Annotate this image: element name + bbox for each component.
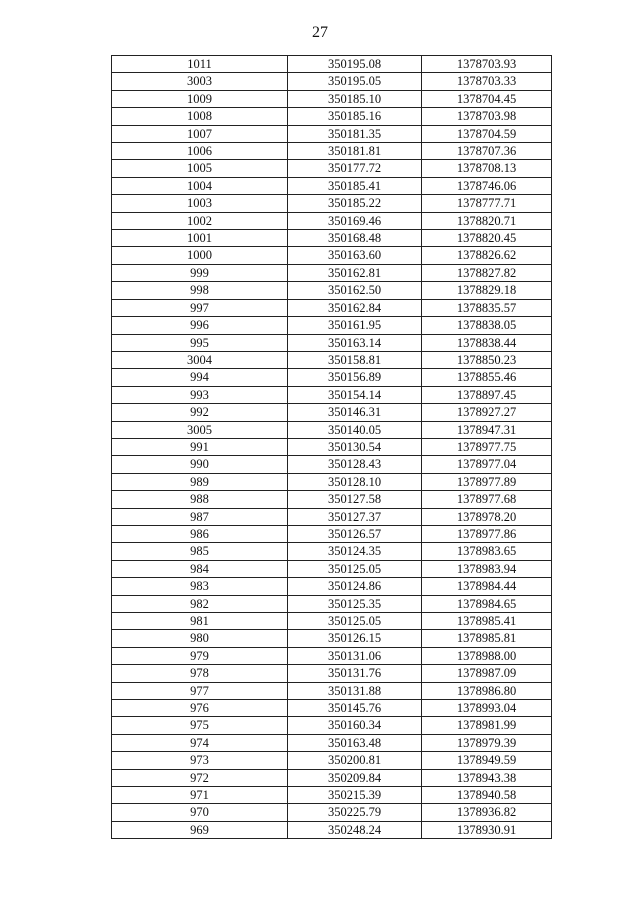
table-row: [112, 438, 552, 455]
x-coordinate-cell: 350125.35: [288, 595, 422, 612]
y-coordinate-cell: 1378940.58: [422, 787, 552, 804]
y-coordinate-cell: 1378977.89: [422, 473, 552, 490]
x-coordinate-cell: 350248.24: [288, 821, 422, 838]
table-row: [112, 821, 552, 838]
x-coordinate-cell: 350195.05: [288, 73, 422, 90]
x-coordinate-cell: 350140.05: [288, 421, 422, 438]
y-coordinate-cell: 1378986.80: [422, 682, 552, 699]
x-coordinate-cell: 350215.39: [288, 787, 422, 804]
table-row: [112, 752, 552, 769]
point-number-cell: 990: [112, 456, 288, 473]
point-number-cell: 981: [112, 613, 288, 630]
y-coordinate-cell: 1378977.86: [422, 525, 552, 542]
table-row: [112, 195, 552, 212]
y-coordinate-cell: 1378704.45: [422, 90, 552, 107]
y-coordinate-cell: 1378835.57: [422, 299, 552, 316]
point-number-cell: 1000: [112, 247, 288, 264]
point-number-cell: 1011: [112, 56, 288, 73]
point-number-cell: 970: [112, 804, 288, 821]
y-coordinate-cell: 1378979.39: [422, 734, 552, 751]
y-coordinate-cell: 1378826.62: [422, 247, 552, 264]
y-coordinate-cell: 1378978.20: [422, 508, 552, 525]
table-row: [112, 787, 552, 804]
table-row: [112, 108, 552, 125]
x-coordinate-cell: 350124.35: [288, 543, 422, 560]
table-row: [112, 247, 552, 264]
point-number-cell: 976: [112, 700, 288, 717]
point-number-cell: 977: [112, 682, 288, 699]
x-coordinate-cell: 350126.57: [288, 525, 422, 542]
table-row: [112, 804, 552, 821]
table-row: [112, 56, 552, 73]
y-coordinate-cell: 1378988.00: [422, 647, 552, 664]
point-number-cell: 988: [112, 491, 288, 508]
y-coordinate-cell: 1378829.18: [422, 282, 552, 299]
x-coordinate-cell: 350130.54: [288, 438, 422, 455]
table-row: [112, 665, 552, 682]
x-coordinate-cell: 350200.81: [288, 752, 422, 769]
point-number-cell: 1008: [112, 108, 288, 125]
table-row: [112, 125, 552, 142]
table-row: [112, 525, 552, 542]
y-coordinate-cell: 1378927.27: [422, 404, 552, 421]
point-number-cell: 984: [112, 560, 288, 577]
table-row: [112, 682, 552, 699]
table-row: [112, 282, 552, 299]
x-coordinate-cell: 350185.10: [288, 90, 422, 107]
point-number-cell: 993: [112, 386, 288, 403]
y-coordinate-cell: 1378827.82: [422, 264, 552, 281]
y-coordinate-cell: 1378855.46: [422, 369, 552, 386]
y-coordinate-cell: 1378746.06: [422, 177, 552, 194]
x-coordinate-cell: 350195.08: [288, 56, 422, 73]
point-number-cell: 969: [112, 821, 288, 838]
point-number-cell: 995: [112, 334, 288, 351]
x-coordinate-cell: 350131.06: [288, 647, 422, 664]
y-coordinate-cell: 1378977.04: [422, 456, 552, 473]
table-row: [112, 317, 552, 334]
point-number-cell: 986: [112, 525, 288, 542]
table-row: [112, 630, 552, 647]
table-row: [112, 700, 552, 717]
table-row: [112, 264, 552, 281]
point-number-cell: 994: [112, 369, 288, 386]
table-row: [112, 595, 552, 612]
x-coordinate-cell: 350185.41: [288, 177, 422, 194]
point-number-cell: 982: [112, 595, 288, 612]
x-coordinate-cell: 350127.37: [288, 508, 422, 525]
x-coordinate-cell: 350163.14: [288, 334, 422, 351]
y-coordinate-cell: 1378977.75: [422, 438, 552, 455]
x-coordinate-cell: 350225.79: [288, 804, 422, 821]
y-coordinate-cell: 1378838.05: [422, 317, 552, 334]
y-coordinate-cell: 1378703.98: [422, 108, 552, 125]
point-number-cell: 980: [112, 630, 288, 647]
table-row: [112, 212, 552, 229]
y-coordinate-cell: 1378985.41: [422, 613, 552, 630]
y-coordinate-cell: 1378987.09: [422, 665, 552, 682]
y-coordinate-cell: 1378977.68: [422, 491, 552, 508]
table-row: [112, 560, 552, 577]
x-coordinate-cell: 350154.14: [288, 386, 422, 403]
point-number-cell: 1009: [112, 90, 288, 107]
x-coordinate-cell: 350131.88: [288, 682, 422, 699]
point-number-cell: 3005: [112, 421, 288, 438]
table-row: [112, 230, 552, 247]
x-coordinate-cell: 350185.22: [288, 195, 422, 212]
table-row: [112, 351, 552, 368]
table-row: [112, 717, 552, 734]
table-row: [112, 404, 552, 421]
table-row: [112, 421, 552, 438]
point-number-cell: 996: [112, 317, 288, 334]
coordinates-table: [111, 55, 552, 839]
point-number-cell: 1001: [112, 230, 288, 247]
point-number-cell: 975: [112, 717, 288, 734]
page-number: 27: [312, 24, 328, 41]
point-number-cell: 985: [112, 543, 288, 560]
point-number-cell: 999: [112, 264, 288, 281]
point-number-cell: 1003: [112, 195, 288, 212]
point-number-cell: 974: [112, 734, 288, 751]
x-coordinate-cell: 350125.05: [288, 613, 422, 630]
y-coordinate-cell: 1378820.45: [422, 230, 552, 247]
y-coordinate-cell: 1378850.23: [422, 351, 552, 368]
y-coordinate-cell: 1378943.38: [422, 769, 552, 786]
x-coordinate-cell: 350162.84: [288, 299, 422, 316]
x-coordinate-cell: 350124.86: [288, 578, 422, 595]
point-number-cell: 979: [112, 647, 288, 664]
x-coordinate-cell: 350181.81: [288, 143, 422, 160]
x-coordinate-cell: 350127.58: [288, 491, 422, 508]
x-coordinate-cell: 350185.16: [288, 108, 422, 125]
y-coordinate-cell: 1378936.82: [422, 804, 552, 821]
point-number-cell: 998: [112, 282, 288, 299]
x-coordinate-cell: 350156.89: [288, 369, 422, 386]
table-body: [112, 56, 552, 839]
x-coordinate-cell: 350161.95: [288, 317, 422, 334]
table-row: [112, 177, 552, 194]
x-coordinate-cell: 350177.72: [288, 160, 422, 177]
x-coordinate-cell: 350125.05: [288, 560, 422, 577]
table-row: [112, 334, 552, 351]
y-coordinate-cell: 1378993.04: [422, 700, 552, 717]
point-number-cell: 3003: [112, 73, 288, 90]
y-coordinate-cell: 1378707.36: [422, 143, 552, 160]
y-coordinate-cell: 1378777.71: [422, 195, 552, 212]
point-number-cell: 1005: [112, 160, 288, 177]
y-coordinate-cell: 1378703.33: [422, 73, 552, 90]
x-coordinate-cell: 350146.31: [288, 404, 422, 421]
x-coordinate-cell: 350145.76: [288, 700, 422, 717]
point-number-cell: 992: [112, 404, 288, 421]
point-number-cell: 971: [112, 787, 288, 804]
point-number-cell: 972: [112, 769, 288, 786]
y-coordinate-cell: 1378983.94: [422, 560, 552, 577]
y-coordinate-cell: 1378930.91: [422, 821, 552, 838]
x-coordinate-cell: 350128.10: [288, 473, 422, 490]
point-number-cell: 1004: [112, 177, 288, 194]
table-row: [112, 473, 552, 490]
table-row: [112, 90, 552, 107]
x-coordinate-cell: 350209.84: [288, 769, 422, 786]
table-row: [112, 386, 552, 403]
table-row: [112, 543, 552, 560]
point-number-cell: 978: [112, 665, 288, 682]
y-coordinate-cell: 1378983.65: [422, 543, 552, 560]
point-number-cell: 1006: [112, 143, 288, 160]
y-coordinate-cell: 1378704.59: [422, 125, 552, 142]
x-coordinate-cell: 350162.81: [288, 264, 422, 281]
y-coordinate-cell: 1378984.65: [422, 595, 552, 612]
x-coordinate-cell: 350181.35: [288, 125, 422, 142]
table-row: [112, 578, 552, 595]
table-row: [112, 647, 552, 664]
point-number-cell: 997: [112, 299, 288, 316]
point-number-cell: 3004: [112, 351, 288, 368]
x-coordinate-cell: 350163.60: [288, 247, 422, 264]
table-row: [112, 143, 552, 160]
y-coordinate-cell: 1378984.44: [422, 578, 552, 595]
x-coordinate-cell: 350162.50: [288, 282, 422, 299]
point-number-cell: 987: [112, 508, 288, 525]
table-row: [112, 508, 552, 525]
y-coordinate-cell: 1378708.13: [422, 160, 552, 177]
table-row: [112, 613, 552, 630]
table-row: [112, 456, 552, 473]
table-row: [112, 769, 552, 786]
x-coordinate-cell: 350160.34: [288, 717, 422, 734]
x-coordinate-cell: 350131.76: [288, 665, 422, 682]
y-coordinate-cell: 1378981.99: [422, 717, 552, 734]
point-number-cell: 1007: [112, 125, 288, 142]
x-coordinate-cell: 350169.46: [288, 212, 422, 229]
x-coordinate-cell: 350163.48: [288, 734, 422, 751]
y-coordinate-cell: 1378947.31: [422, 421, 552, 438]
y-coordinate-cell: 1378820.71: [422, 212, 552, 229]
x-coordinate-cell: 350158.81: [288, 351, 422, 368]
x-coordinate-cell: 350126.15: [288, 630, 422, 647]
point-number-cell: 973: [112, 752, 288, 769]
table-row: [112, 299, 552, 316]
y-coordinate-cell: 1378897.45: [422, 386, 552, 403]
table-row: [112, 491, 552, 508]
x-coordinate-cell: 350168.48: [288, 230, 422, 247]
table-row: [112, 160, 552, 177]
point-number-cell: 991: [112, 438, 288, 455]
table-row: [112, 369, 552, 386]
y-coordinate-cell: 1378703.93: [422, 56, 552, 73]
point-number-cell: 1002: [112, 212, 288, 229]
point-number-cell: 983: [112, 578, 288, 595]
point-number-cell: 989: [112, 473, 288, 490]
y-coordinate-cell: 1378985.81: [422, 630, 552, 647]
y-coordinate-cell: 1378838.44: [422, 334, 552, 351]
y-coordinate-cell: 1378949.59: [422, 752, 552, 769]
x-coordinate-cell: 350128.43: [288, 456, 422, 473]
table-row: [112, 734, 552, 751]
table-row: [112, 73, 552, 90]
